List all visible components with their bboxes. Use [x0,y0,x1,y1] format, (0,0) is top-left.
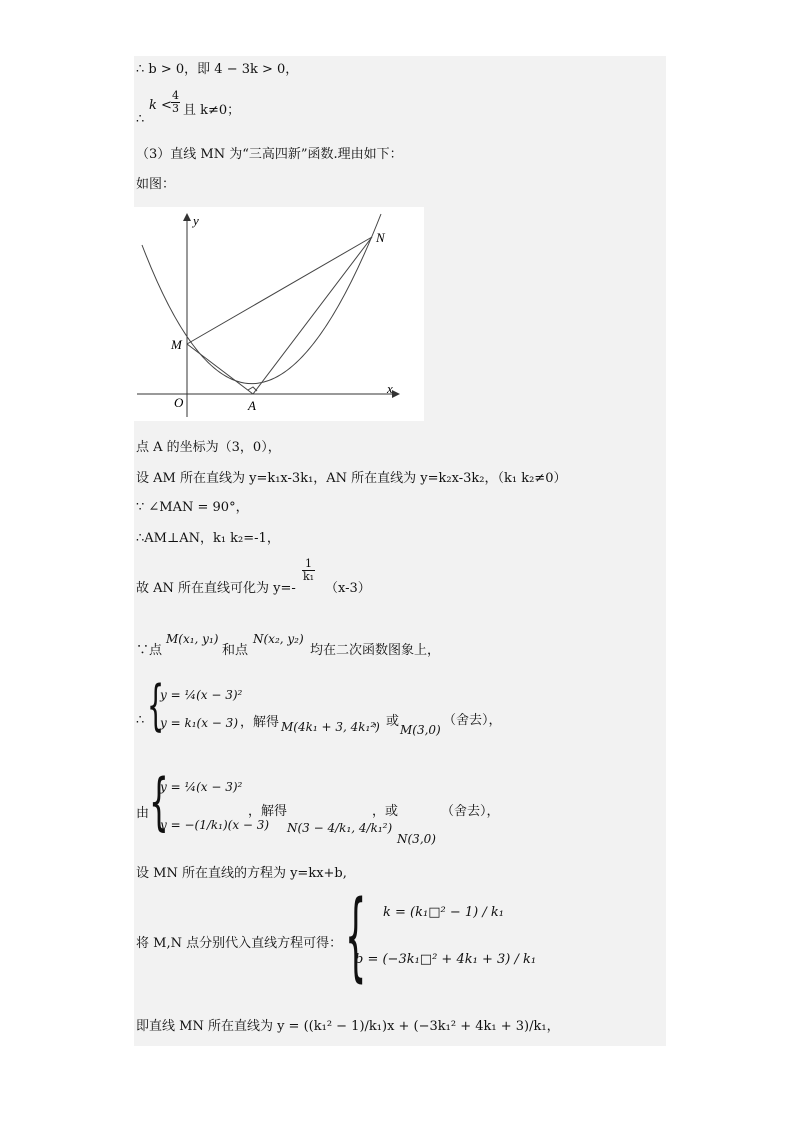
text-line-10-c: 和点 [222,643,249,658]
text-line-10-a: ∵点 [136,643,163,658]
point-M-coords: M(x₁, y₁) [166,632,219,646]
system-2-eq-1: y = ¼(x − 3)² [160,780,243,794]
alt-solution-N: N(3,0) [397,832,436,846]
point-N-coords: N(x₂, y₂) [253,632,304,646]
frac-den: k₁ [303,570,315,583]
line-AM [187,344,253,394]
discard-text-2: （舍去）， [441,804,500,819]
parabola-curve [142,214,381,384]
frac-num: 4 [172,89,179,102]
label-N: N [376,230,385,245]
parabola-graph [134,207,424,421]
text-line-2-rhs: 且 k≠0； [183,103,241,118]
therefore-symbol: ∴ [136,112,145,127]
text-line-2-lhs: k < [149,98,172,113]
label-O: O [174,395,184,410]
text-line-7: ∵ ∠MAN = 90°， [136,500,249,515]
line-AN [253,237,372,394]
text-line-12: 将 M,N 点分别代入直线方程可得： [136,936,343,951]
text-line-3: （3）直线 MN 为“三高四新”函数.理由如下： [136,147,403,162]
text-line-9-lhs: 故 AN 所在直线可化为 y=- [136,581,296,596]
therefore-symbol-2: ∴ [136,713,145,728]
x-axis-arrow [392,390,400,398]
or-text-2: ，或 [372,804,399,819]
system-brace-1: { [147,674,165,737]
graph-figure [134,207,424,421]
text-line-4: 如图： [136,177,176,192]
y-axis-arrow [183,213,191,221]
line-MN [187,237,372,344]
text-line-1: ∴ b > 0，即 4 − 3k > 0， [136,62,299,77]
equation-b: b = (−3k₁□² + 4k₁ + 3) / k₁ [355,952,537,967]
frac-den: 3 [172,102,179,115]
text-line-5: 点 A 的坐标为（3，0）， [136,440,281,455]
discard-text-1: （舍去）， [443,713,502,728]
system-1-eq-1: y = ¼(x − 3)² [160,688,243,702]
solution-N: N(3 − 4/k₁, 4/k₁²) [287,821,393,835]
solution-M: M(4k₁ + 3, 4k₁²) [281,720,380,734]
solve-text-2: ，解得 [248,804,288,819]
system-brace-2: { [149,765,169,838]
system-1-eq-2: y = k₁(x − 3) [160,716,238,730]
fraction-1-k1 [301,558,316,583]
text-line-6: 设 AM 所在直线为 y=k₁x-3k₁，AN 所在直线为 y=k₂x-3k₂，（k₁ k₂≠0） [136,471,567,486]
document-page [134,56,666,1046]
frac-num: 1 [302,558,315,571]
solve-text-1: ，解得 [240,715,280,730]
label-M: M [171,337,182,352]
text-line-10-e: 均在二次函数图象上， [310,643,441,658]
from-text: 由 [136,806,150,821]
or-text-1: ，或 [373,714,400,729]
text-line-8: ∴AM⊥AN，k₁ k₂=-1， [136,531,280,546]
label-y: y [193,213,199,228]
label-x: x [387,381,393,396]
text-line-13: 即直线 MN 所在直线为 y = ((k₁² − 1)/k₁)x + (−3k₁² + 4k₁ + 3)/k₁， [136,1019,560,1034]
label-A: A [248,398,256,413]
fraction-4-3 [170,90,181,115]
text-line-11: 设 MN 所在直线的方程为 y=kx+b, [136,866,347,881]
system-2-eq-2: y = −(1/k₁)(x − 3) [160,818,270,832]
alt-solution-M: M(3,0) [400,723,441,737]
text-line-9-rhs: （x-3） [325,581,371,596]
equation-k: k = (k₁□² − 1) / k₁ [383,905,504,920]
system-brace-3: { [345,880,367,992]
